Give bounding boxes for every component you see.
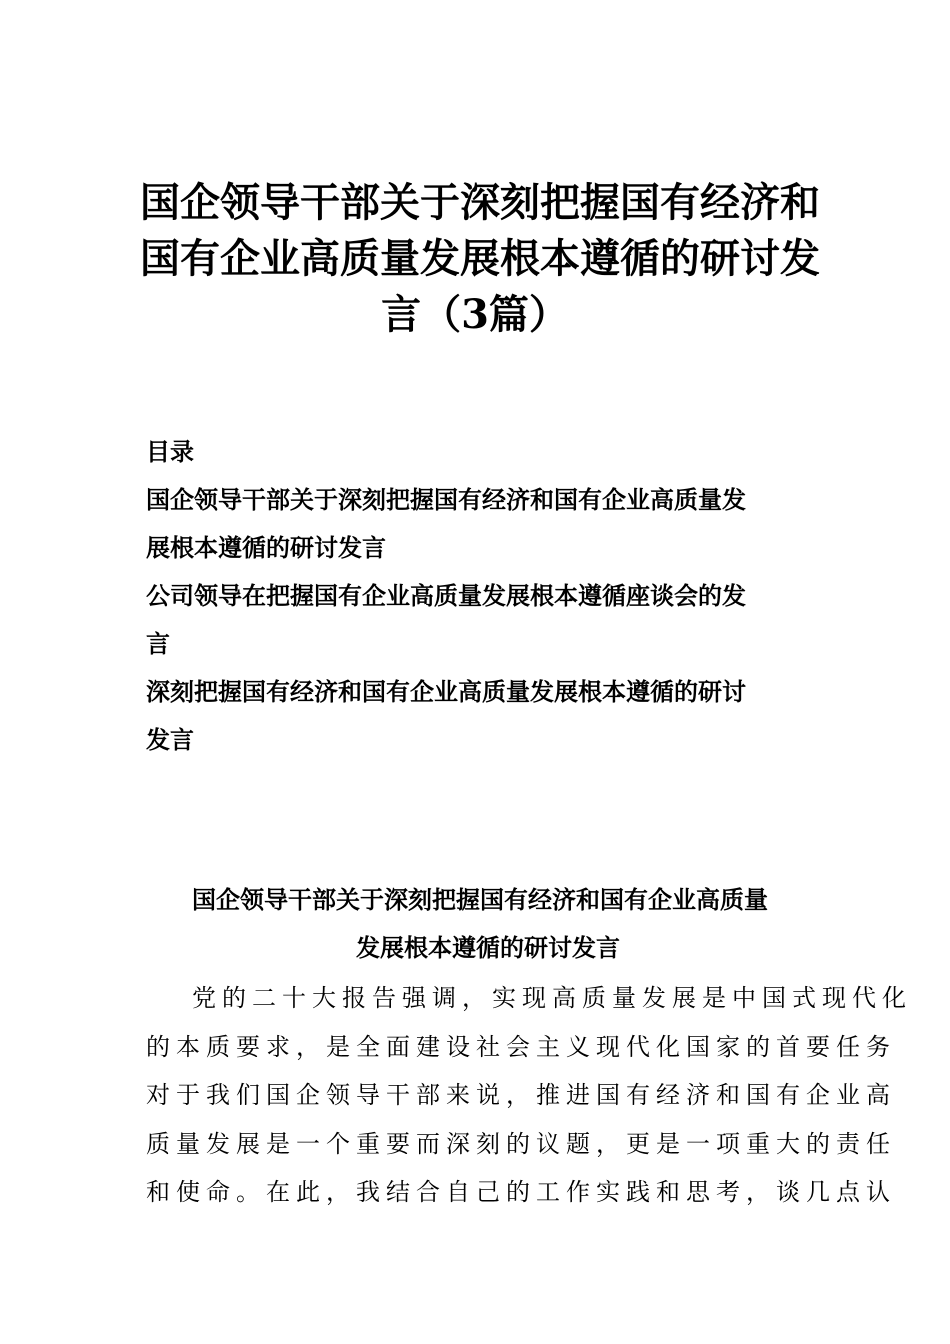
article-body	[146, 974, 912, 1217]
body-line: 党的二十大报告强调，实现高质量发展是中国式现代化	[192, 984, 912, 1012]
article-title-line: 发展根本遵循的研讨发言	[356, 933, 620, 962]
toc-item-line: 发言	[146, 725, 194, 754]
toc-heading: 目录	[146, 437, 194, 466]
title-line: 国有企业高质量发展根本遵循的研讨发	[140, 235, 820, 282]
toc-item-line: 公司领导在把握国有企业高质量发展根本遵循座谈会的发	[146, 581, 746, 610]
body-line: 的本质要求，是全面建设社会主义现代化国家的首要任务	[146, 1032, 896, 1061]
body-line: 对于我们国企领导干部来说，推进国有经济和国有企业高	[146, 1081, 896, 1109]
table-of-contents	[146, 428, 810, 764]
article-title-line: 国企领导干部关于深刻把握国有经济和国有企业高质量	[192, 885, 768, 914]
body-line: 和使命。在此，我结合自己的工作实践和思考，谈几点认	[146, 1178, 896, 1206]
document-title	[140, 175, 820, 343]
toc-item-line: 深刻把握国有经济和国有企业高质量发展根本遵循的研讨	[146, 677, 746, 706]
title-line: 言（3篇）	[381, 291, 569, 338]
toc-item[interactable]	[146, 668, 810, 764]
article-title	[146, 876, 810, 972]
toc-item-line: 国企领导干部关于深刻把握国有经济和国有企业高质量发	[146, 485, 746, 514]
title-line: 国企领导干部关于深刻把握国有经济和	[140, 179, 820, 226]
toc-item-line: 展根本遵循的研讨发言	[146, 533, 386, 562]
toc-item-line: 言	[146, 629, 170, 658]
body-line: 质量发展是一个重要而深刻的议题，更是一项重大的责任	[146, 1129, 896, 1158]
toc-item[interactable]	[146, 476, 810, 572]
toc-item[interactable]	[146, 572, 810, 668]
